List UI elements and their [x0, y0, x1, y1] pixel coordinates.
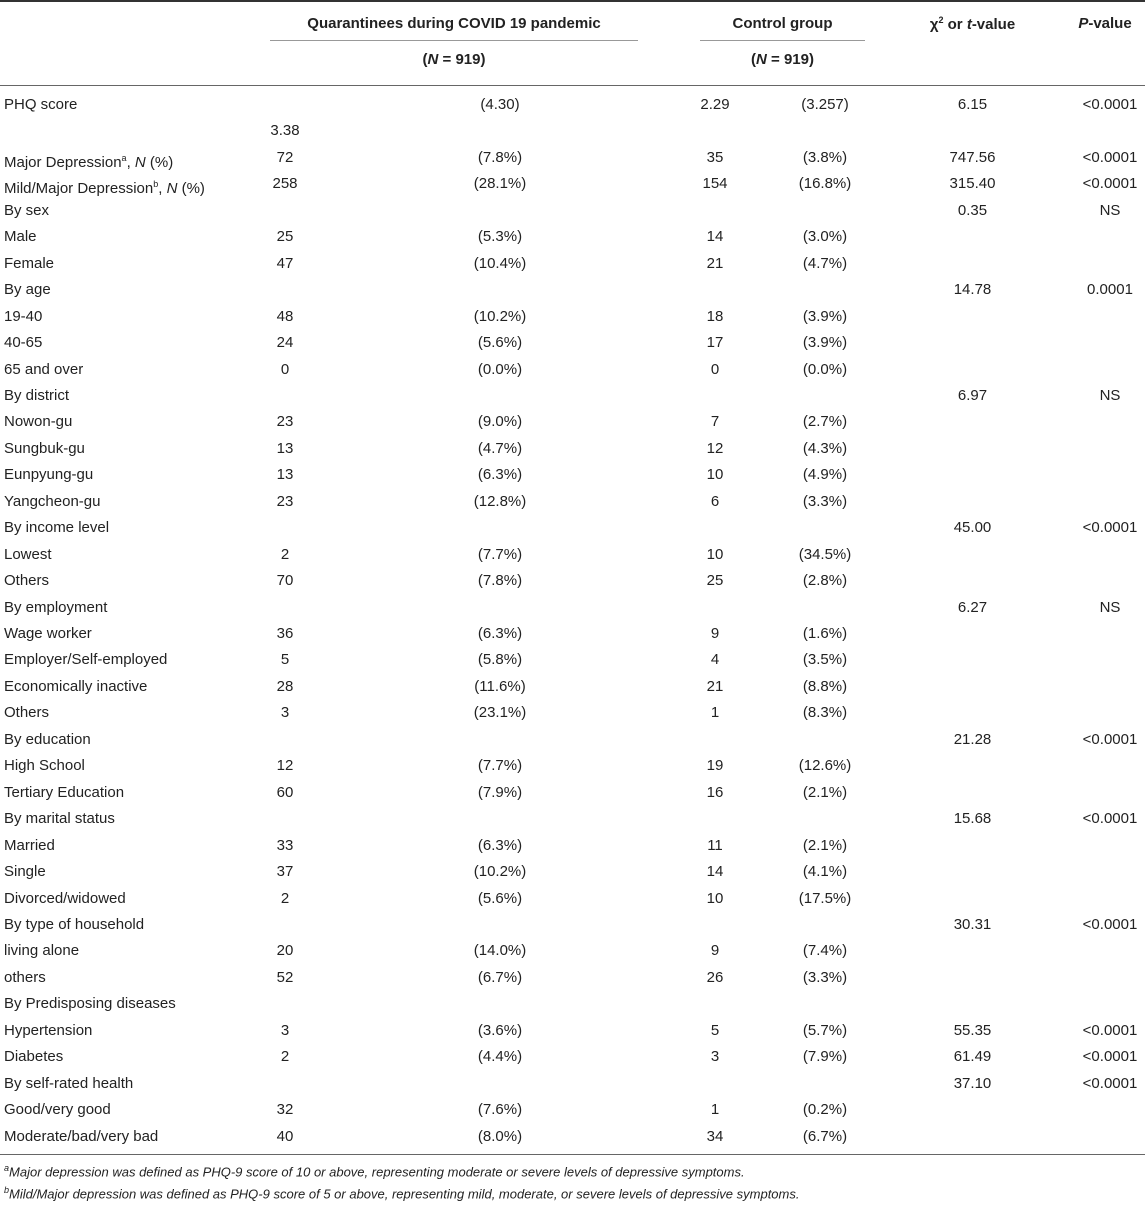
row-label: Nowon-gu: [4, 413, 73, 431]
control-count: 9: [710, 942, 720, 960]
control-count: 1: [710, 704, 720, 722]
quarantinee-percent: (11.6%): [474, 677, 526, 695]
control-percent: (17.5%): [798, 889, 852, 907]
control-percent: (5.7%): [802, 1021, 848, 1039]
quarantinee-percent: (7.7%): [477, 757, 523, 775]
quarantinee-percent: (7.7%): [477, 545, 523, 563]
p-value: <0.0001: [1082, 148, 1138, 166]
row-label: By self-rated health: [4, 1074, 134, 1092]
control-count: 10: [706, 466, 724, 484]
quarantinee-percent: (14.0%): [473, 942, 527, 960]
row-label: By district: [4, 386, 70, 404]
header-statistic: $\chi^2$ or t-value: [929, 15, 1016, 33]
control-count: 5: [710, 1021, 720, 1039]
quarantinee-count: 13: [276, 466, 294, 484]
control-percent: (0.2%): [802, 1101, 848, 1119]
quarantinee-count: 23: [276, 492, 294, 510]
row-label: Major Depression$^a$, N (%): [4, 152, 174, 171]
row-label: 19-40: [4, 307, 43, 325]
quarantinee-percent: (10.2%): [473, 307, 527, 325]
quarantinee-count: 5: [280, 651, 290, 669]
quarantinee-count: 37: [276, 863, 294, 881]
test-statistic: 315.40: [949, 175, 996, 193]
control-percent: (7.9%): [802, 1048, 848, 1066]
row-label: By sex: [4, 201, 50, 219]
quarantinee-count: 258: [272, 175, 298, 193]
control-count: 34: [706, 1127, 724, 1145]
quarantinee-count: 3: [280, 704, 290, 722]
quarantinee-count: 0: [280, 360, 290, 378]
row-label: By income level: [4, 519, 110, 537]
p-value: <0.0001: [1082, 1074, 1138, 1092]
control-percent: (0.0%): [802, 360, 848, 378]
control-percent: (1.6%): [802, 625, 848, 642]
row-label: Others: [4, 572, 50, 590]
test-statistic: 55.35: [953, 1021, 992, 1039]
test-statistic: 0.35: [957, 201, 988, 219]
control-count: 21: [706, 677, 724, 695]
row-label: Single: [4, 863, 46, 881]
quarantinee-percent: (4.7%): [477, 439, 523, 457]
header-quarantinees: Quarantinees during COVID 19 pandemic: [307, 15, 601, 32]
quarantinee-percent: (7.8%): [477, 148, 523, 166]
row-label: Employer/Self-employed: [4, 651, 168, 669]
quarantinee-count: 40: [276, 1127, 294, 1145]
quarantinee-percent: (7.9%): [477, 783, 523, 801]
quarantinee-count: 13: [276, 439, 294, 457]
quarantinee-percent: (28.1%): [473, 175, 527, 193]
control-count: 11: [707, 836, 723, 854]
row-label: Good/very good: [4, 1101, 111, 1119]
test-statistic: 30.31: [953, 915, 992, 933]
p-value: NS: [1099, 201, 1121, 219]
p-value: NS: [1099, 598, 1121, 616]
table-top-rule: [0, 0, 1145, 2]
row-label: Wage worker: [4, 625, 92, 642]
header-quarantinees-rule: [270, 40, 638, 41]
control-count: 10: [706, 545, 724, 563]
header-control: Control group: [732, 15, 833, 32]
quarantinee-count: 20: [276, 942, 294, 960]
quarantinee-percent: (8.0%): [477, 1127, 523, 1145]
footnote-b: $^b$Mild/Major depression was defined as PHQ-9 score of 5 or above, representing mild, moderate, or severe levels of depressive symptoms.: [4, 1185, 800, 1202]
quarantinee-count: 33: [276, 836, 294, 854]
row-label: Married: [4, 836, 55, 854]
quarantinee-percent: (10.4%): [473, 254, 527, 272]
quarantinee-percent: (9.0%): [477, 413, 523, 431]
header-quarantinees-n: (N = 919): [422, 51, 486, 68]
control-count: 19: [706, 757, 724, 775]
quarantinee-percent: (6.7%): [477, 968, 523, 986]
quarantinee-count: 36: [276, 625, 294, 642]
quarantinee-percent: (3.6%): [477, 1021, 523, 1039]
control-count: 10: [706, 889, 724, 907]
test-statistic: 21.28: [953, 730, 992, 748]
test-statistic: 61.49: [953, 1048, 992, 1066]
control-count: 9: [710, 625, 720, 642]
quarantinee-percent: (12.8%): [473, 492, 527, 510]
control-count: 14: [706, 863, 724, 881]
control-percent: (34.5%): [798, 545, 852, 563]
control-percent: (8.8%): [802, 677, 848, 695]
row-label: Sungbuk-gu: [4, 439, 85, 457]
quarantinee-percent: (4.4%): [477, 1048, 523, 1066]
row-label: By Predisposing diseases: [4, 995, 176, 1013]
control-percent: (4.1%): [802, 863, 848, 881]
quarantinee-percent: (5.3%): [477, 228, 523, 246]
control-percent: (16.8%): [798, 175, 852, 193]
control-percent: (8.3%): [802, 704, 848, 722]
quarantinee-percent: (6.3%): [477, 466, 523, 484]
row-label: High School: [4, 757, 85, 775]
control-count: 21: [706, 254, 724, 272]
quarantinee-count: 72: [276, 148, 294, 166]
p-value: <0.0001: [1082, 810, 1138, 828]
row-label: Moderate/bad/very bad: [4, 1127, 159, 1145]
control-percent: (2.7%): [802, 413, 848, 431]
test-statistic: 14.78: [953, 281, 992, 299]
quarantinee-count: 25: [276, 228, 294, 246]
control-percent: (3.5%): [802, 651, 848, 669]
control-percent: (3.3%): [802, 492, 848, 510]
quarantinee-count: 52: [276, 968, 294, 986]
row-label: By marital status: [4, 810, 115, 828]
quarantinee-count: 28: [276, 677, 294, 695]
test-statistic: 6.97: [957, 386, 988, 404]
row-label: 40-65: [4, 334, 43, 352]
control-percent: (7.4%): [802, 942, 848, 960]
quarantinee-percent: (0.0%): [477, 360, 523, 378]
test-statistic: 6.15: [957, 96, 988, 113]
p-value: 0.0001: [1087, 281, 1133, 299]
footnote-a: $^a$Major depression was defined as PHQ-9 score of 10 or above, representing moderate or severe levels of depressive symptoms.: [4, 1163, 745, 1180]
control-percent: (4.3%): [802, 439, 848, 457]
quarantinee-percent: (5.6%): [477, 334, 523, 352]
row-label: By type of household: [4, 915, 145, 933]
control-count: 25: [706, 572, 724, 590]
row-label: Diabetes: [4, 1048, 64, 1066]
row-label: Tertiary Education: [4, 783, 125, 801]
test-statistic: 37.10: [953, 1074, 992, 1092]
control-percent: (4.9%): [802, 466, 848, 484]
control-percent: (4.7%): [802, 254, 848, 272]
quarantinee-count: 24: [276, 334, 294, 352]
row-label: Mild/Major Depression$^b$, N (%): [4, 179, 205, 198]
quarantinee-percent: (23.1%): [473, 704, 527, 722]
p-value: <0.0001: [1082, 519, 1138, 537]
header-p-value: P-value: [1078, 15, 1132, 32]
quarantinee-percent: (7.6%): [477, 1101, 523, 1119]
row-label: By age: [4, 281, 51, 299]
control-percent: (3.3%): [802, 968, 848, 986]
p-value: <0.0001: [1082, 730, 1138, 748]
p-value: <0.0001: [1082, 96, 1138, 113]
quarantinee-count: 2: [280, 1048, 290, 1066]
p-value: <0.0001: [1082, 1021, 1138, 1039]
control-count: 6: [710, 492, 720, 510]
control-count: 26: [706, 968, 724, 986]
row-label: By education: [4, 730, 91, 748]
header-bottom-rule: [0, 85, 1145, 86]
control-count: 1: [710, 1101, 720, 1119]
control-count: 0: [710, 360, 720, 378]
control-percent: (3.8%): [802, 148, 848, 166]
quarantinee-count: 3.38: [270, 122, 300, 140]
row-label: Economically inactive: [4, 677, 148, 695]
row-label: PHQ score: [4, 96, 78, 113]
quarantinee-count: 48: [276, 307, 294, 325]
row-label: Hypertension: [4, 1021, 93, 1039]
quarantinee-percent: (10.2%): [473, 863, 527, 881]
quarantinee-count: 3: [280, 1021, 290, 1039]
row-label: living alone: [4, 942, 80, 960]
row-label: Female: [4, 254, 55, 272]
row-label: Male: [4, 228, 37, 246]
control-percent: (2.1%): [802, 783, 848, 801]
control-count: 14: [706, 228, 724, 246]
control-percent: (3.9%): [802, 334, 848, 352]
row-label: Yangcheon-gu: [4, 492, 101, 510]
header-control-rule: [700, 40, 865, 41]
quarantinee-count: 47: [276, 254, 294, 272]
quarantinee-count: 60: [276, 783, 294, 801]
control-percent: (3.257): [801, 96, 849, 113]
control-percent: (6.7%): [802, 1127, 848, 1145]
quarantinee-percent: (6.3%): [477, 625, 523, 642]
row-label: Lowest: [4, 545, 52, 563]
control-percent: (3.0%): [802, 228, 848, 246]
row-label: 65 and over: [4, 360, 84, 378]
test-statistic: 45.00: [953, 519, 992, 537]
quarantinee-count: 70: [276, 572, 294, 590]
control-percent: (12.6%): [798, 757, 852, 775]
quarantinee-percent: (4.30): [480, 96, 520, 113]
quarantinee-count: 23: [276, 413, 294, 431]
quarantinee-count: 12: [276, 757, 294, 775]
row-label: Divorced/widowed: [4, 889, 126, 907]
control-count: 4: [710, 651, 720, 669]
test-statistic: 747.56: [949, 148, 996, 166]
row-label: Others: [4, 704, 50, 722]
quarantinee-count: 2: [280, 889, 290, 907]
control-percent: (2.8%): [802, 572, 848, 590]
control-percent: (3.9%): [802, 307, 848, 325]
control-count: 154: [702, 175, 728, 193]
test-statistic: 6.27: [957, 598, 988, 616]
test-statistic: 15.68: [953, 810, 992, 828]
p-value: <0.0001: [1082, 915, 1138, 933]
quarantinee-percent: (6.3%): [477, 836, 523, 854]
row-label: others: [4, 968, 46, 986]
table-bottom-rule: [0, 1154, 1145, 1155]
p-value: <0.0001: [1082, 175, 1138, 193]
control-count: 18: [706, 307, 724, 325]
control-count: 17: [706, 334, 724, 352]
row-label: By employment: [4, 598, 108, 616]
control-count: 16: [706, 783, 724, 801]
control-count: 7: [710, 413, 720, 431]
quarantinee-count: 2: [280, 545, 290, 563]
control-count: 3: [710, 1048, 720, 1066]
control-count: 35: [706, 148, 724, 166]
row-label: Eunpyung-gu: [4, 466, 94, 484]
control-percent: (2.1%): [802, 836, 848, 854]
header-control-n: (N = 919): [751, 51, 814, 68]
quarantinee-percent: (5.8%): [477, 651, 523, 669]
control-count: 2.29: [700, 96, 730, 113]
quarantinee-count: 32: [276, 1101, 294, 1119]
quarantinee-percent: (5.6%): [477, 889, 523, 907]
p-value: NS: [1099, 386, 1121, 404]
quarantinee-percent: (7.8%): [477, 572, 523, 590]
p-value: <0.0001: [1082, 1048, 1138, 1066]
control-count: 12: [706, 439, 724, 457]
